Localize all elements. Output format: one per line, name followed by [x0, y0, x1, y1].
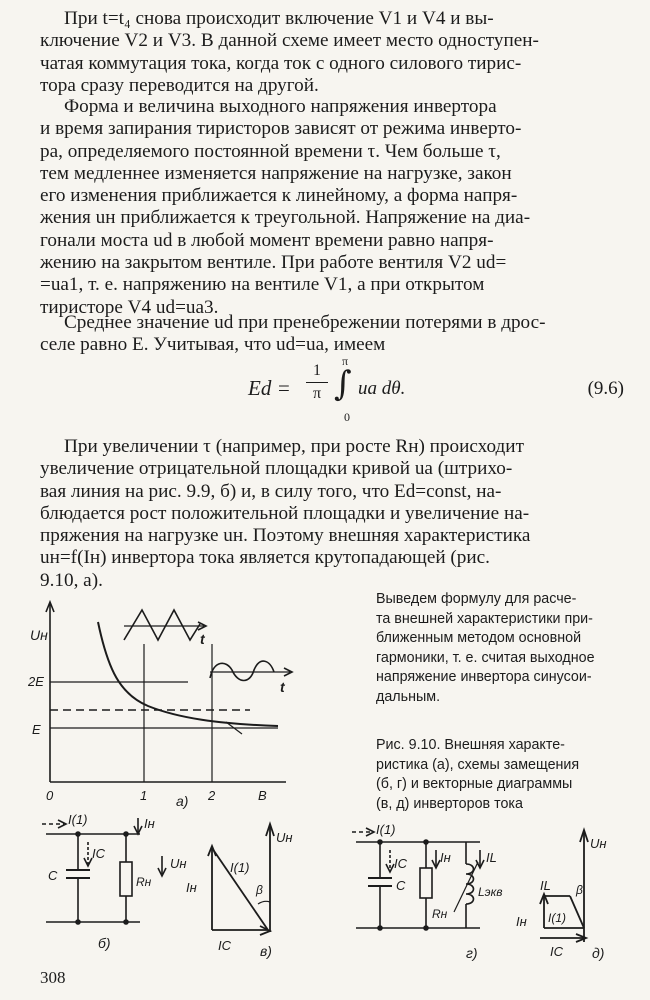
label-uh: Uн — [276, 830, 293, 845]
tick-label-0: 0 — [46, 788, 54, 803]
text-line: тиристоре V4 ud=uа3. — [40, 296, 219, 318]
integrand: uа dθ. — [358, 378, 406, 399]
node — [123, 831, 129, 837]
text-line: его изменения приближается к линейному, а форма напря- — [40, 185, 518, 207]
figure-g-equivalent-circuit — [340, 822, 515, 962]
equation-number: (9.6) — [587, 378, 624, 399]
text-line: uн=f(Iн) инвертора тока является крутопадающей (рис. — [40, 547, 490, 569]
node — [75, 919, 81, 925]
label-ic: IC — [550, 944, 563, 959]
text-line: тем медленнее изменяется напряжение на нагрузке, закон — [40, 162, 512, 184]
text-line: При увеличении τ (например, при росте Rн) происходит — [64, 436, 524, 457]
label-i1: I(1) — [376, 822, 396, 837]
fraction-bar — [306, 382, 328, 383]
text-line: Выведем формулу для расче- — [376, 591, 577, 607]
label-i1: I(1) — [230, 860, 250, 875]
y-axis-label: Uн — [30, 627, 48, 643]
label-ic: IC — [218, 938, 231, 953]
tick-label-1: 1 — [140, 788, 148, 803]
text-line: гонали моста ud в любой момент времени равно напря- — [40, 229, 494, 251]
text-line: селе равно E. Учитывая, что ud=uа, имеем — [40, 334, 386, 356]
fraction-denominator: π — [312, 385, 322, 402]
text-line: ра, определяемого постоянной времени τ. Чем больше τ, — [40, 140, 501, 162]
panel-label-d: д) — [592, 945, 605, 961]
resistor-body — [120, 862, 132, 896]
label-ih: Iн — [440, 850, 451, 865]
tick-label-e: E — [32, 722, 41, 737]
text-line: Форма и величина выходного напряжения инвертора — [64, 96, 497, 117]
resistor-body — [420, 868, 432, 898]
label-il: IL — [540, 878, 551, 893]
figure-caption — [376, 736, 628, 814]
time-label-2: t — [280, 679, 285, 695]
text-line: тора сразу переводится на другой. — [40, 74, 319, 96]
label-c: C — [48, 868, 58, 883]
text-line: увеличение отрицательной площадки кривой uа (штрихо- — [40, 458, 513, 480]
label-ih: Iн — [186, 880, 197, 895]
label-beta: β — [576, 883, 583, 897]
label-uh: Uн — [590, 836, 607, 851]
panel-label-g: г) — [466, 945, 478, 961]
node — [75, 831, 81, 837]
text-line: вая линия на рис. 9.9, б) и, в силу того, что Ed=const, на- — [40, 480, 502, 502]
text-line: жения uн приближается к треугольной. Напряжение на диа- — [40, 207, 531, 229]
equation-fraction — [306, 362, 328, 403]
tick-label-2: 2 — [208, 788, 216, 803]
text-line: и время запирания тиристоров зависят от режима инверто- — [40, 118, 522, 140]
figure-d-vector-diagram — [510, 818, 630, 968]
panel-label-v: в) — [260, 943, 272, 959]
sine-waveform — [210, 661, 274, 680]
text-line: ближенным методом основной — [376, 630, 582, 646]
figure-v-vector-diagram — [178, 812, 298, 962]
text-line: пряжения на нагрузке uн. Поэтому внешняя характеристика — [40, 525, 531, 547]
side-text — [376, 590, 628, 707]
node — [377, 925, 383, 931]
label-ih: Iн — [144, 816, 155, 831]
equation-9-6 — [230, 354, 630, 428]
time-label-1: t — [200, 631, 205, 647]
caption-line: (в, д) инверторов тока — [376, 795, 523, 812]
label-rh: Rн — [432, 907, 448, 921]
node — [423, 839, 429, 845]
integral-upper-limit: π — [342, 354, 349, 368]
caption-line: ристика (а), схемы замещения — [376, 756, 580, 773]
label-lekv: Lэкв — [478, 885, 503, 899]
text-line: блюдается рост положительной площадки и увеличение на- — [40, 502, 530, 524]
page-number: 308 — [40, 968, 66, 987]
label-ic: IC — [92, 846, 105, 861]
label-i1: I(1) — [548, 911, 566, 925]
panel-label-a: а) — [176, 793, 189, 809]
text-line: ключение V2 и V3. В данной схеме имеет место одноступен- — [40, 30, 539, 52]
text-line: При t=t₄ снова происходит включение V1 и V4 и вы- — [64, 8, 494, 29]
triangle-waveform — [124, 610, 200, 640]
text-line: =uа1, т. е. напряжению на вентиле V1, а при открытом — [40, 274, 485, 296]
equation-lhs: Ed = — [248, 376, 291, 400]
integral-sign: ∫ — [334, 364, 352, 404]
paragraph-1 — [40, 8, 625, 97]
figure-a-external-characteristic — [28, 600, 318, 812]
vector-il-slant — [570, 896, 584, 928]
caption-line: (б, г) и векторные диаграммы — [376, 776, 573, 792]
integral-lower-limit: 0 — [344, 410, 350, 424]
paragraph-3 — [40, 312, 625, 357]
tick-label-2e: 2E — [28, 674, 44, 689]
node — [377, 839, 383, 845]
paragraph-4 — [40, 436, 625, 592]
panel-label-b: б) — [98, 935, 111, 951]
label-il: IL — [486, 850, 497, 865]
fraction-numerator: 1 — [313, 362, 321, 379]
label-rh: Rн — [136, 875, 152, 889]
text-line: 9.10, а). — [40, 569, 103, 591]
text-line: та внешней характеристики при- — [376, 610, 593, 627]
node — [123, 919, 129, 925]
text-line: чатая коммутация тока, когда ток с одного силового тирис- — [40, 52, 522, 74]
text-line: гармоники, т. е. считая выходное — [376, 649, 595, 666]
text-line: Среднее значение ud при пренебрежении потерями в дрос- — [64, 312, 546, 333]
text-line: дальным. — [376, 688, 441, 705]
paragraph-2 — [40, 96, 625, 319]
label-c: C — [396, 878, 406, 893]
node — [423, 925, 429, 931]
label-ih: Iн — [516, 914, 527, 929]
angle-arc — [258, 901, 270, 904]
label-beta: β — [256, 883, 263, 897]
text-line: напряжение инвертора синусои- — [376, 669, 592, 685]
tick-label-b: B — [258, 788, 267, 803]
text-line: жению на закрытом вентиле. При работе вентиля V2 ud= — [40, 252, 507, 274]
label-ic: IC — [394, 856, 407, 871]
label-i1: I(1) — [68, 812, 88, 827]
label-uh: Uн — [170, 856, 187, 871]
caption-line: Рис. 9.10. Внешняя характе- — [376, 737, 565, 753]
